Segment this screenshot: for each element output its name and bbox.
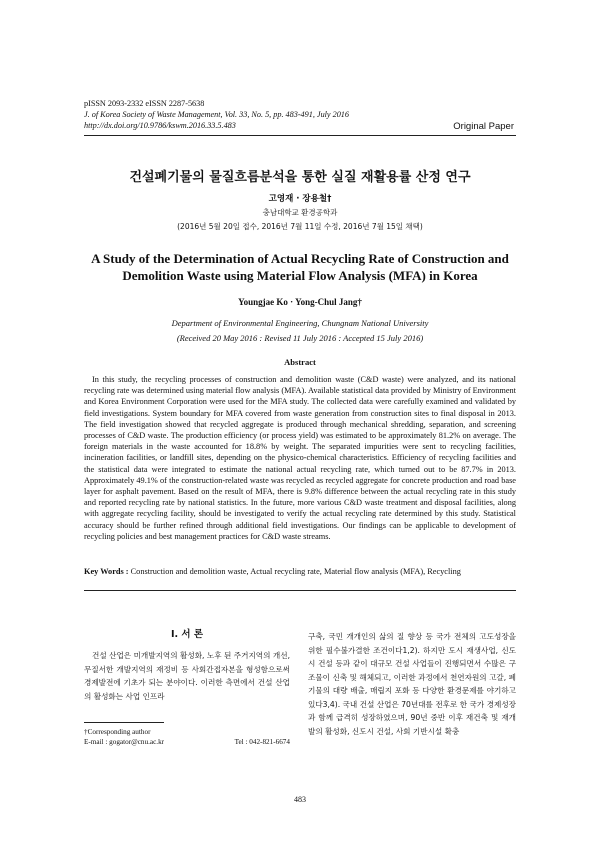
body-column-left [84, 626, 290, 703]
article-type-label: Original Paper [453, 121, 514, 132]
body-paragraph-right: 구축, 국민 개개인의 삶의 질 향상 등 국가 전체의 고도성장을 위한 필수불가결한 조건이다1,2). 하지만 도시 재생사업, 신도시 건설 등과 같이 대규모 건설 사업들이 진행되면서 수많은 구조물이 신축 및 해체되고, 이러한 과정에서 천연자원의 고갈, 폐기물의 대량 배출, 매립지 포화 등 다양한 환경문제를 야기하고 있다3,4). 국내 건설 산업은 70년대를 전후로 한 국가 경제성장과 함께 급격히 성장하였으며, 90년 중반 이후 재건축 및 재개발의 활성화, 신도시 건설, 사회 기반시설 확충 [308, 632, 516, 736]
journal-header [84, 98, 349, 131]
english-title-line2: Demolition Waste using Material Flow Analysis (MFA) in Korea [122, 268, 478, 283]
footnote-rule [84, 722, 164, 723]
abstract-rule [84, 590, 516, 591]
korean-authors: 고영재 · 장용철† [268, 194, 332, 204]
page-number: 483 [294, 795, 306, 804]
section-heading-introduction: I. 서 론 [170, 629, 204, 640]
issn-line: pISSN 2093-2332 eISSN 2287-5638 [84, 99, 205, 108]
abstract-heading: Abstract [284, 357, 316, 367]
abstract-text: In this study, the recycling processes of construction and demolition waste (C&D waste) were analyzed, and its national recycling rate was determined using material flow analysis (MFA). Available statistical data provided by Ministry of Environment and Korea Environment Corporation were used for the MFA study. The collected data were carefully examined and validated by field investigations. System boundary for MFA covered from waste generation from construction sites to final disposal in 2013. The field investigation showed that recycled aggregate is produced through mechanical shredding, separation, and screening processes of C&D waste. The production efficiency (or process yield) was estimated to be approximately 81.2% on average. The foreign materials in the waste accounted for 18.8% by weight. The separated impurities were sent to recycling facilities, incineration facilities, or landfill sites, depending on the physico-chemical characteristics. Efficiency of recycling facilities and the statistical data were integrated to estimate the national actual recycling rate, which turned out to be 87.7% in 2013. Approximately 49.1% of the construction-related waste was recycled as recycled aggregate for concrete production and road base layer for asphalt pavement. Based on the result of MFA, there is 9.8% difference between the actual recycling rate in this study and reported recycling rate by national statistics. In the future, more various C&D waste treatment and disposal facilities, along with aggregate recycling facility, should be investigated to verify the actual recycling rate determined by this study. Statistical accuracy should be further refined through additional field investigations. Our findings can be applicable to development of recycling policies and best management practices for C&D waste streams. [84, 375, 516, 541]
corresponding-tel: Tel : 042-821-6674 [234, 738, 290, 746]
body-column-right [308, 630, 516, 738]
doi-link[interactable]: http://dx.doi.org/10.9786/kswm.2016.33.5.483 [84, 121, 236, 130]
english-title [84, 250, 516, 284]
keywords-list: Construction and demolition waste, Actual recycling rate, Material flow analysis (MFA), Recycling [128, 567, 461, 576]
korean-affiliation: 충남대학교 환경공학과 [262, 208, 338, 217]
footnote [84, 727, 290, 747]
korean-title: 건설폐기물의 물질흐름분석을 통한 실질 재활용률 산정 연구 [129, 170, 471, 185]
keywords [84, 567, 516, 576]
english-title-line1: A Study of the Determination of Actual Recycling Rate of Construction and [91, 251, 509, 266]
corresponding-author-note: †Corresponding author [84, 728, 151, 736]
english-authors: Youngjae Ko · Yong-Chul Jang† [238, 297, 362, 307]
english-affiliation: Department of Environmental Engineering, Chungnam National University [171, 318, 429, 328]
journal-citation: J. of Korea Society of Waste Management, Vol. 33, No. 5, pp. 483-491, July 2016 [84, 110, 349, 119]
corresponding-email: E-mail : gogator@cnu.ac.kr [84, 738, 165, 746]
english-dates: (Received 20 May 2016 : Revised 11 July 2016 : Accepted 15 July 2016) [176, 333, 424, 343]
header-rule [84, 135, 516, 136]
body-paragraph-left: 건설 산업은 미개발지역의 활성화, 노후 된 주거지역의 개선, 무질서한 개발지역의 재정비 등 사회간접자본을 형성함으로써 경제발전에 기초가 되는 분야이다. 이러한 측면에서 건설 산업의 활성화는 사업 인프라 [84, 651, 290, 701]
keywords-label: Key Words : [84, 567, 129, 576]
korean-dates: (2016년 5월 20일 접수, 2016년 7월 11일 수정, 2016년 7월 15일 채택) [177, 222, 423, 231]
